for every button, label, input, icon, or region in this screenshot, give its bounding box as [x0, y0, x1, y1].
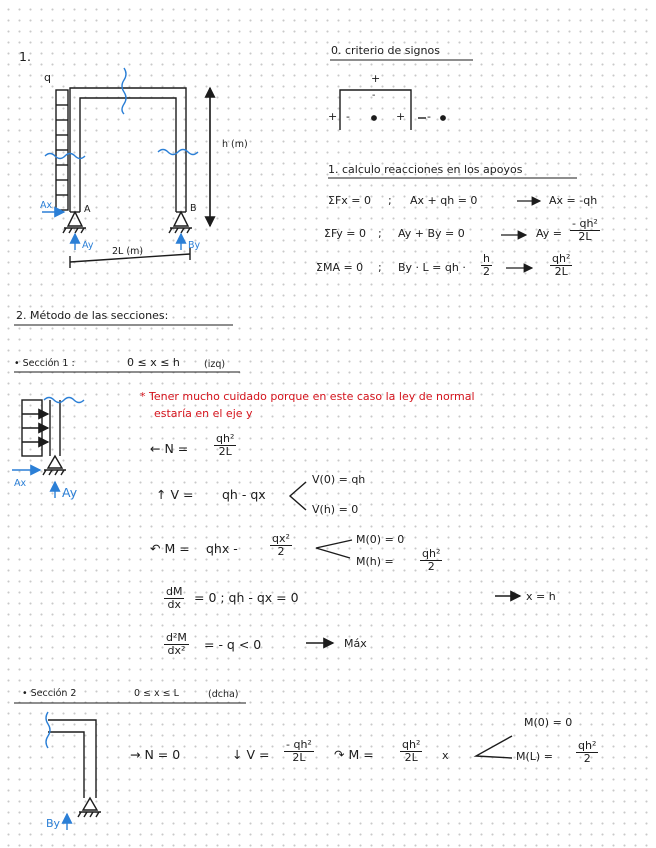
eq3-fraction: [550, 253, 572, 277]
section1-title: • Sección 1 :: [14, 358, 75, 369]
cut-top: [122, 68, 126, 114]
eq3-left: ΣMA = 0: [316, 261, 364, 274]
cut-left: [45, 154, 85, 159]
dm-den: dx: [167, 597, 181, 611]
eq3-h-fraction: [481, 253, 492, 277]
section1-note-line1: * Tener mucho cuidado porque en este caso la ley de normal: [140, 390, 475, 403]
reaction-by-label: By: [188, 240, 201, 251]
section1-tag: (izq): [204, 359, 226, 370]
m1-den: 2: [277, 544, 285, 558]
reaction-ay-label: Ay: [82, 240, 94, 251]
n1-num: qh²: [216, 432, 235, 445]
section1-range: 0 ≤ x ≤ h: [127, 356, 180, 369]
width-label: 2L (m): [112, 246, 144, 257]
n2-expr: → N = 0: [130, 747, 181, 762]
m1-at-h-den: 2: [427, 559, 435, 573]
section1-ay: Ay: [62, 485, 78, 500]
frame-inner: [80, 98, 176, 212]
n1-den: 2L: [218, 444, 232, 458]
m2-lhs: ↷ M =: [334, 747, 374, 762]
section2-range: 0 ≤ x ≤ L: [134, 688, 179, 699]
m2-fraction: [400, 739, 422, 763]
m1-at-h-num: qh²: [422, 547, 441, 560]
d2m-rest: = - q < 0: [204, 637, 262, 652]
v1-at-zero: V(0) = qh: [312, 473, 366, 486]
m2-at-l-den: 2: [583, 751, 591, 765]
v2-fraction: [284, 739, 314, 763]
m1-lhs: ↶ M =: [150, 541, 190, 556]
m2-num: qh²: [402, 738, 421, 751]
eq2-sep: ;: [378, 227, 382, 240]
d2m-result: Máx: [344, 637, 367, 650]
eq2-mid: Ay + By = 0: [398, 227, 465, 240]
m1-fraction: [270, 533, 292, 557]
dm-result: x = h: [526, 590, 556, 603]
height-label: h (m): [222, 139, 248, 150]
m2-at-l-fraction: [576, 740, 598, 764]
problem-number: 1.: [19, 49, 31, 64]
n1-fraction: [214, 433, 236, 457]
eq3-mid: By · L = qh ·: [398, 261, 466, 274]
dm-rest: = 0 ; qh - qx = 0: [194, 590, 299, 605]
eq3-h: h: [481, 253, 492, 266]
eq1-sep: ;: [388, 194, 392, 207]
load-label: q: [44, 71, 51, 84]
v1-lhs: ↑ V =: [156, 487, 194, 502]
sections-title: 2. Método de las secciones:: [16, 309, 169, 322]
m1-at-zero: M(0) = 0: [356, 533, 405, 546]
d2m-den: dx²: [167, 643, 186, 657]
eq3-sep: ;: [378, 261, 382, 274]
v2-num: - qh²: [286, 738, 312, 751]
n1-lhs: ← N =: [150, 441, 189, 456]
eq2-left: ΣFy = 0: [324, 227, 366, 240]
m1-at-h-lhs: M(h) =: [356, 555, 394, 568]
dm-fraction: [164, 586, 184, 610]
dm-num: dM: [166, 585, 183, 598]
m2-x: x: [442, 749, 449, 762]
sign-criteria-title: 0. criterio de signos: [331, 44, 440, 57]
section2-title: • Sección 2: [22, 688, 77, 699]
eq1-mid: Ax + qh = 0: [410, 194, 478, 207]
section1-ax: Ax: [14, 478, 27, 489]
section2-cut: [46, 712, 67, 830]
eq2-right-lhs: Ay =: [536, 227, 563, 240]
frame-figure: [56, 88, 210, 268]
eq3-num: qh²: [552, 252, 571, 265]
eq2-fraction: [570, 218, 600, 242]
reaction-ax-label: Ax: [40, 200, 53, 211]
d2m-fraction: [164, 632, 189, 656]
support-b-label: B: [190, 203, 197, 214]
m2-at-l-num: qh²: [578, 739, 597, 752]
m1-at-h-fraction: [420, 548, 442, 572]
section1-note-line2: estaría en el eje y: [154, 407, 253, 420]
reactions-title: 1. calculo reacciones en los apoyos: [328, 163, 523, 176]
result-arrows: [501, 201, 540, 268]
sign-plus-left: +: [328, 110, 338, 123]
section2-tag: (dcha): [208, 689, 239, 700]
eq3-den: 2L: [554, 264, 568, 278]
sign-plus-top: +: [371, 72, 381, 85]
sign-minus-left: -: [346, 110, 350, 123]
eq2-den: 2L: [578, 229, 592, 243]
d2m-num: d²M: [166, 631, 187, 644]
frame-outer: [70, 88, 186, 212]
underlines: [14, 60, 577, 703]
eq3-two: 2: [483, 264, 490, 278]
cut-right: [158, 150, 198, 155]
m1-expr: qhx -: [206, 541, 238, 556]
eq1-right: Ax = -qh: [549, 194, 598, 207]
eq1-left: ΣFx = 0: [328, 194, 371, 207]
v1-at-h: V(h) = 0: [312, 503, 359, 516]
sign-plus-right: +: [396, 110, 406, 123]
sign-minus-right: -: [427, 110, 431, 123]
section-cuts: [42, 68, 201, 251]
v2-den: 2L: [292, 750, 306, 764]
m1-num: qx²: [272, 532, 290, 545]
section2-sketch: [48, 720, 512, 817]
support-a-label: A: [84, 204, 91, 215]
v2-lhs: ↓ V =: [232, 747, 270, 762]
m2-at-l-lhs: M(L) =: [516, 750, 553, 763]
section1-sketch: [22, 400, 66, 475]
sign-minus-inner: -: [372, 90, 376, 101]
m2-den: 2L: [404, 750, 418, 764]
m2-at-zero: M(0) = 0: [524, 716, 573, 729]
eq2-num: - qh²: [572, 217, 598, 230]
support-a: [68, 212, 82, 226]
section2-by: By: [46, 817, 61, 830]
support-b: [174, 212, 188, 226]
v1-expr: qh - qx: [222, 487, 266, 502]
